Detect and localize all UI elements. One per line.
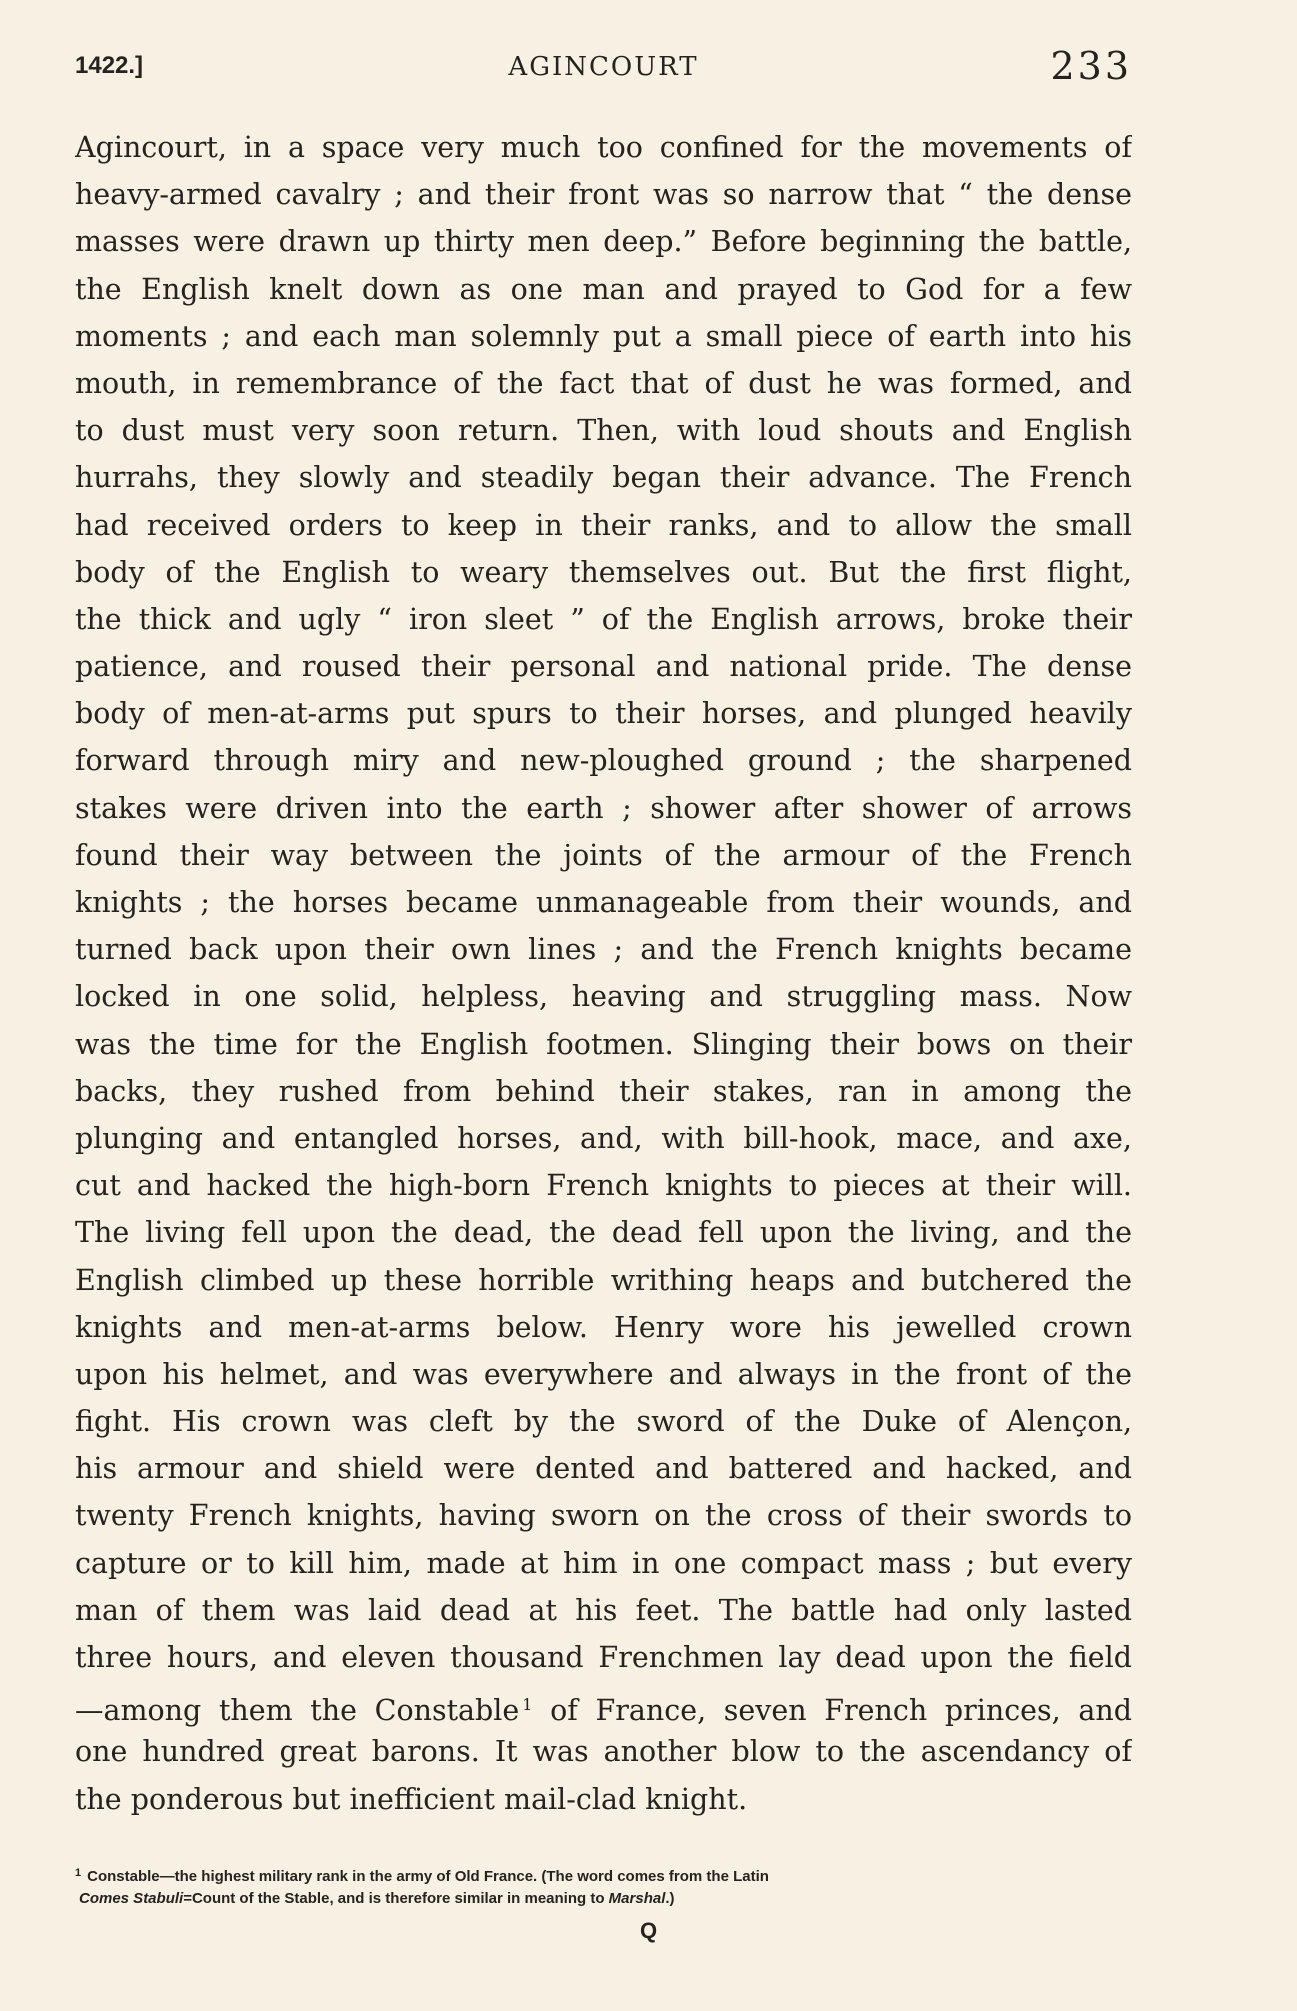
footnote-text: .) xyxy=(665,1890,675,1907)
footnote-italic-term: Marshal xyxy=(608,1890,666,1907)
text-line: Agincourt, in a space very much too confined for the movements of xyxy=(75,131,1132,164)
footnote-latin-term: Comes Stabuli xyxy=(79,1890,184,1907)
body-text xyxy=(75,124,1132,1823)
footnote-text: Constable—the highest military rank in the army of Old France. (The word comes from the Latin xyxy=(87,1868,769,1885)
text-line: English climbed up these horrible writhing heaps and butchered the xyxy=(75,1263,1132,1297)
text-line: fight. His crown was cleft by the sword of the Duke of Alençon, xyxy=(75,1405,1132,1439)
footnote-text: =Count of the Stable, and is therefore similar in meaning to xyxy=(183,1890,609,1907)
text-line: was the time for the English footmen. Slinging their bows on their xyxy=(75,1027,1132,1061)
text-line: the ponderous but inefficient mail-clad knight. xyxy=(75,1782,748,1816)
text-line: plunging and entangled horses, and, with bill-hook, mace, and axe, xyxy=(75,1121,1132,1155)
text-line-with-footnote-ref xyxy=(75,1681,1132,1728)
text-line: stakes were driven into the earth ; shower after shower of arrows xyxy=(75,791,1132,825)
text-line: upon his helmet, and was everywhere and always in the front of the xyxy=(75,1357,1132,1391)
line-segment: of France, seven French princes, and xyxy=(532,1694,1132,1728)
text-line: to dust must very soon return. Then, with loud shouts and English xyxy=(75,414,1132,448)
text-line: patience, and roused their personal and national pride. The dense xyxy=(75,650,1132,684)
text-line: locked in one solid, helpless, heaving and struggling mass. Now xyxy=(75,980,1132,1014)
text-line: his armour and shield were dented and battered and hacked, and xyxy=(75,1452,1132,1486)
text-line: the thick and ugly “ iron sleet ” of the English arrows, broke their xyxy=(75,602,1132,636)
text-line: found their way between the joints of the armour of the French xyxy=(75,838,1132,872)
text-line: body of the English to weary themselves out. But the first flight, xyxy=(75,555,1132,589)
footnote-number: 1 xyxy=(75,1867,82,1879)
text-line: backs, they rushed from behind their stakes, ran in among the xyxy=(75,1074,1132,1108)
text-line: one hundred great barons. It was another blow to the ascendancy of xyxy=(75,1735,1132,1769)
text-line: forward through miry and new-ploughed ground ; the sharpened xyxy=(75,744,1132,778)
page-number: 233 xyxy=(1050,44,1132,88)
text-line: The living fell upon the dead, the dead fell upon the living, and the xyxy=(75,1216,1132,1250)
text-line: cut and hacked the high-born French knights to pieces at their will. xyxy=(75,1169,1132,1203)
text-line: masses were drawn up thirty men deep.” Before beginning the battle, xyxy=(75,225,1132,259)
running-header xyxy=(75,44,1132,88)
footnote-reference[interactable]: 1 xyxy=(522,1695,533,1715)
text-line: moments ; and each man solemnly put a small piece of earth into his xyxy=(75,319,1132,353)
text-line: hurrahs, they slowly and steadily began their advance. The French xyxy=(75,461,1132,495)
text-line: knights and men-at-arms below. Henry wore his jewelled crown xyxy=(75,1310,1132,1344)
footnote-line xyxy=(75,1862,1132,1888)
line-segment: —among them the Constable xyxy=(75,1694,520,1728)
header-title: AGINCOURT xyxy=(508,52,699,82)
text-line: knights ; the horses became unmanageable from their wounds, and xyxy=(75,886,1132,919)
footnote xyxy=(75,1862,1132,1910)
text-line: heavy-armed cavalry ; and their front was so narrow that “ the dense xyxy=(75,178,1132,212)
text-line: turned back upon their own lines ; and the French knights became xyxy=(75,933,1132,967)
header-year: 1422.] xyxy=(75,52,144,79)
text-line: had received orders to keep in their ranks, and to allow the small xyxy=(75,508,1132,542)
text-line: twenty French knights, having sworn on the cross of their swords to xyxy=(75,1499,1132,1533)
text-line: man of them was laid dead at his feet. The battle had only lasted xyxy=(75,1593,1132,1627)
text-line: three hours, and eleven thousand Frenchmen lay dead upon the field xyxy=(75,1641,1132,1674)
footnote-line xyxy=(75,1888,1132,1910)
text-line: capture or to kill him, made at him in one compact mass ; but every xyxy=(75,1546,1132,1580)
text-line: body of men-at-arms put spurs to their horses, and plunged heavily xyxy=(75,697,1132,731)
text-line: the English knelt down as one man and prayed to God for a few xyxy=(75,272,1132,306)
text-line: mouth, in remembrance of the fact that of dust he was formed, and xyxy=(75,366,1132,400)
signature-mark: Q xyxy=(639,1918,658,1943)
